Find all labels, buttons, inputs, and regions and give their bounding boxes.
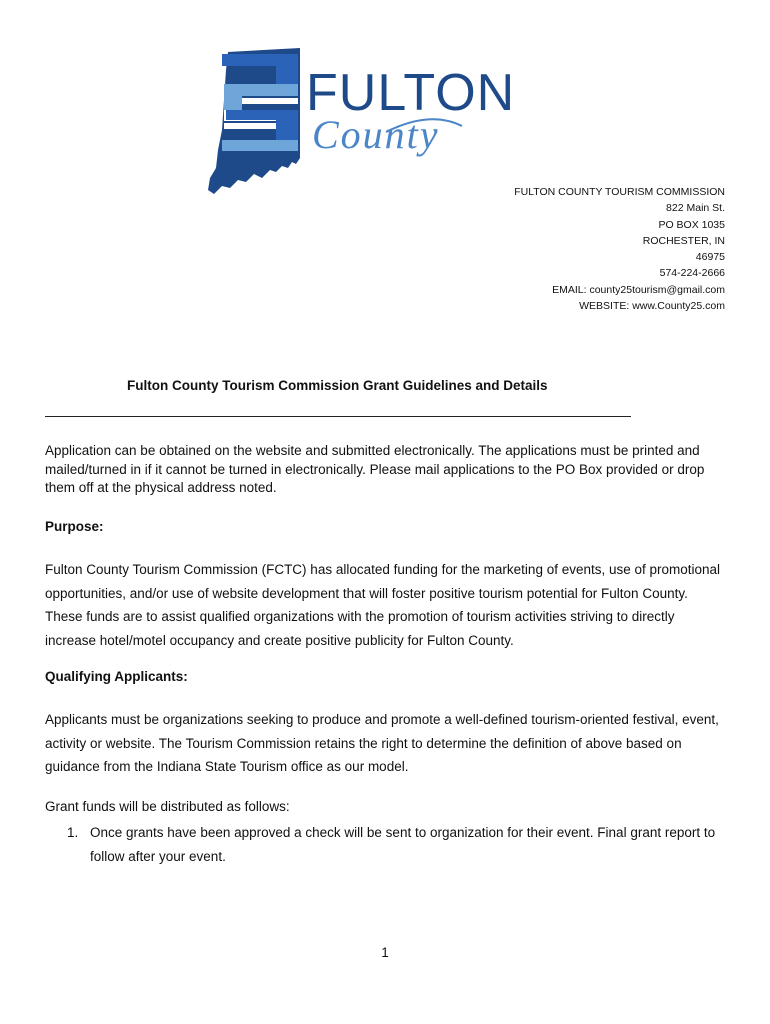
qualifying-paragraph: Applicants must be organizations seeking to produce and promote a well-defined tourism-oriented festival, event, activity or website. The Tourism Commission retains the right to determine the definition of above based on guidance from the Indiana State Tourism office as our model. [45,712,719,774]
address-phone: 574-224-2666 [659,267,725,280]
purpose-paragraph: Fulton County Tourism Commission (FCTC) has allocated funding for the marketing of events, use of promotional opportunities, and/or use of website development that will foster positive tourism potential for Fulton County. These funds are to assist qualified organizations with the promotion of tourism activities striving to directly increase hotel/motel occupancy and create positive publicity for Fulton County. [45,562,721,648]
page-number: 1 [381,945,389,960]
fulton-county-logo [200,40,530,200]
qualifying-heading: Qualifying Applicants: [45,669,188,684]
logo-word-county: County [312,112,440,157]
purpose-heading: Purpose: [45,519,104,534]
address-org: FULTON COUNTY TOURISM COMMISSION [514,186,725,198]
address-email: EMAIL: county25tourism@gmail.com [552,283,725,296]
document-title: Fulton County Tourism Commission Grant Guidelines and Details [127,378,548,393]
intro-paragraph: Application can be obtained on the website and submitted electronically. The applications must be printed and mailed/turned in if it cannot be turned in electronically. Please mail applications to the PO Box provided or drop them off at the physical address noted. [45,443,705,495]
address-po-box: PO BOX 1035 [658,218,725,231]
logo-word-fulton: FULTON [306,64,516,122]
list-item-text: Once grants have been approved a check will be sent to organization for their event. Final grant report to follow after your event. [90,825,716,864]
horizontal-rule [45,416,631,417]
list-item-number: 1. [67,825,79,840]
indiana-25-logo-graphic [200,40,530,200]
address-website: WEBSITE: www.County25.com [579,300,725,313]
distribution-list [67,821,727,868]
list-item [67,821,727,868]
address-street: 822 Main St. [666,202,725,215]
address-block [514,184,725,314]
address-city-state: ROCHESTER, IN [642,234,725,247]
address-zip: 46975 [695,251,725,264]
distribution-lead: Grant funds will be distributed as follows: [45,799,290,814]
